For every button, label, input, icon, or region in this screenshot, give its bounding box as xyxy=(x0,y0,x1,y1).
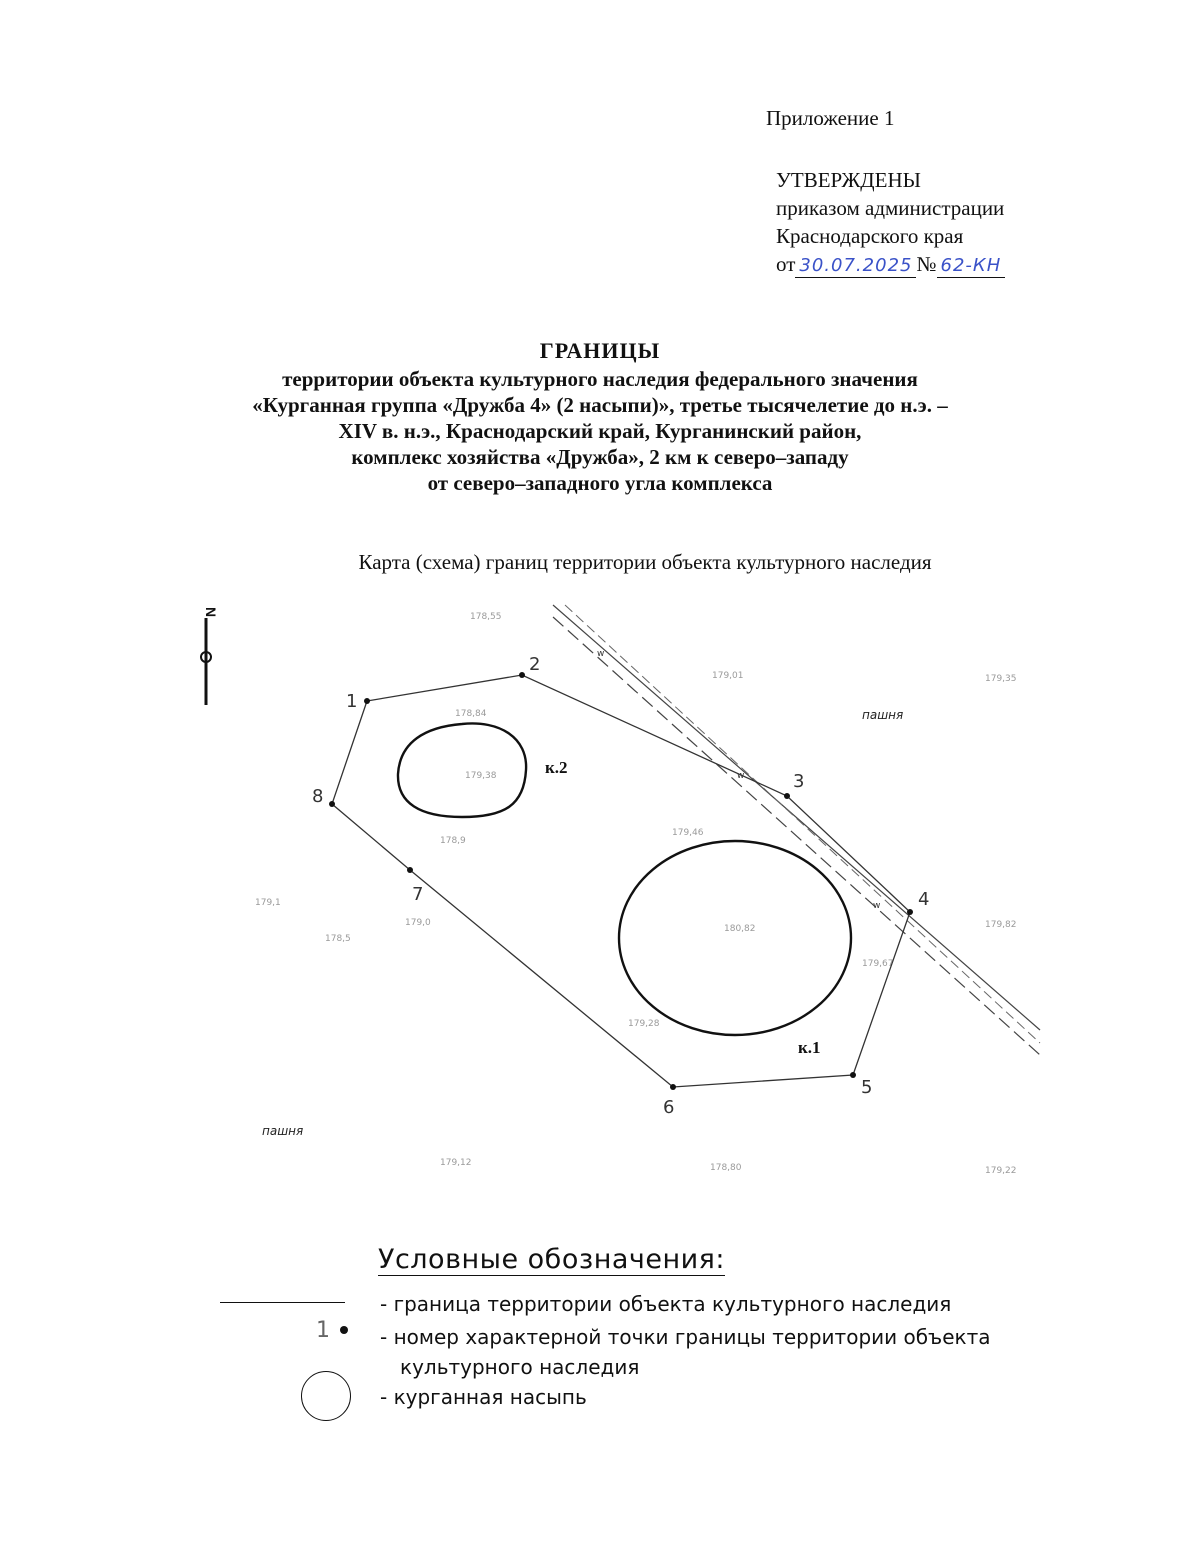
elevation-mark: 179,01 xyxy=(712,671,744,681)
elevation-mark: 180,82 xyxy=(724,924,756,934)
elevation-mark: 179,28 xyxy=(628,1019,660,1029)
land-label-arable: пашня xyxy=(862,708,904,722)
order-date-field xyxy=(795,253,916,278)
elevation-mark: 179,12 xyxy=(440,1158,472,1168)
boundary-point-dots xyxy=(329,672,913,1090)
legend-boundary-text: - граница территории объекта культурного наследия xyxy=(380,1292,952,1316)
mound-label-k2: к.2 xyxy=(545,758,568,777)
title-line-1: территории объекта культурного наследия федерального значения xyxy=(282,367,918,391)
point-label-6: 6 xyxy=(663,1097,675,1118)
north-label: N xyxy=(203,606,219,618)
title-line-4: комплекс хозяйства «Дружба», 2 км к северо–западу xyxy=(351,445,849,469)
title-main: ГРАНИЦЫ xyxy=(539,338,661,363)
elevation-mark: 179,46 xyxy=(672,828,704,838)
order-date-number-line xyxy=(776,250,1005,278)
elevation-mark: 179,38 xyxy=(465,771,497,781)
mound-k1-outline xyxy=(619,841,851,1035)
legend-mound-text: - курганная насыпь xyxy=(380,1385,587,1409)
north-arrow-icon xyxy=(201,607,219,705)
pipeline-marker: w xyxy=(873,901,881,911)
appendix-label: Приложение 1 xyxy=(766,106,895,130)
elevation-mark: 179,1 xyxy=(255,898,281,908)
point-label-7: 7 xyxy=(412,884,424,905)
point-label-5: 5 xyxy=(861,1077,873,1098)
point-label-3: 3 xyxy=(793,771,805,792)
elevation-mark: 179,22 xyxy=(985,1166,1017,1176)
land-label-arable: пашня xyxy=(262,1124,304,1138)
elevation-mark: 178,84 xyxy=(455,709,487,719)
document-title xyxy=(0,338,1200,496)
map-subtitle: Карта (схема) границ территории объекта культурного наследия xyxy=(358,550,932,574)
boundary-map xyxy=(0,590,1200,1200)
number-prefix: № xyxy=(916,252,937,276)
elevation-mark: 179,35 xyxy=(985,674,1017,684)
pipeline-lines xyxy=(553,605,1040,1055)
pipeline-marker: w xyxy=(737,771,745,781)
elevation-mark: 178,5 xyxy=(325,934,351,944)
elevation-mark: 178,9 xyxy=(440,836,466,846)
point-label-8: 8 xyxy=(312,786,324,807)
point-label-4: 4 xyxy=(918,889,930,910)
mound-k2-outline xyxy=(398,723,526,817)
point-label-2: 2 xyxy=(529,654,541,675)
mound-label-k1: к.1 xyxy=(798,1038,821,1057)
legend-point-text-2: культурного наследия xyxy=(400,1355,640,1379)
legend-mound-circle-icon xyxy=(301,1371,351,1421)
approved-by-line2: Краснодарского края xyxy=(776,224,964,248)
elevation-mark: 179,82 xyxy=(985,920,1017,930)
title-line-3: XIV в. н.э., Краснодарский край, Курганинский район, xyxy=(338,419,862,443)
pipeline-marker: w xyxy=(597,649,605,659)
date-prefix: от xyxy=(776,252,796,276)
point-label-1: 1 xyxy=(346,691,358,712)
elevation-mark: 179,0 xyxy=(405,918,431,928)
legend-boundary-line-sample xyxy=(220,1302,345,1303)
elevation-mark: 179,67 xyxy=(862,959,894,969)
title-line-2: «Курганная группа «Дружба 4» (2 насыпи)», третье тысячелетие до н.э. – xyxy=(252,393,948,417)
approved-by-line1: приказом администрации xyxy=(776,196,1005,220)
order-date: 30.07.2025 xyxy=(799,255,913,276)
legend-point-text-1: - номер характерной точки границы территории объекта xyxy=(380,1325,991,1349)
title-line-5: от северо–западного угла комплекса xyxy=(427,471,773,495)
elevation-mark: 178,80 xyxy=(710,1163,742,1173)
order-number: 62-КН xyxy=(940,255,1002,276)
legend-title: Условные обозначения: xyxy=(378,1244,725,1275)
legend-point-number-sample: 1 xyxy=(316,1318,330,1343)
order-number-field xyxy=(937,253,1006,278)
elevation-mark: 178,55 xyxy=(470,612,502,622)
legend-point-dot-icon xyxy=(340,1326,348,1334)
approval-block xyxy=(776,166,1005,278)
approved-heading: УТВЕРЖДЕНЫ xyxy=(776,168,921,192)
